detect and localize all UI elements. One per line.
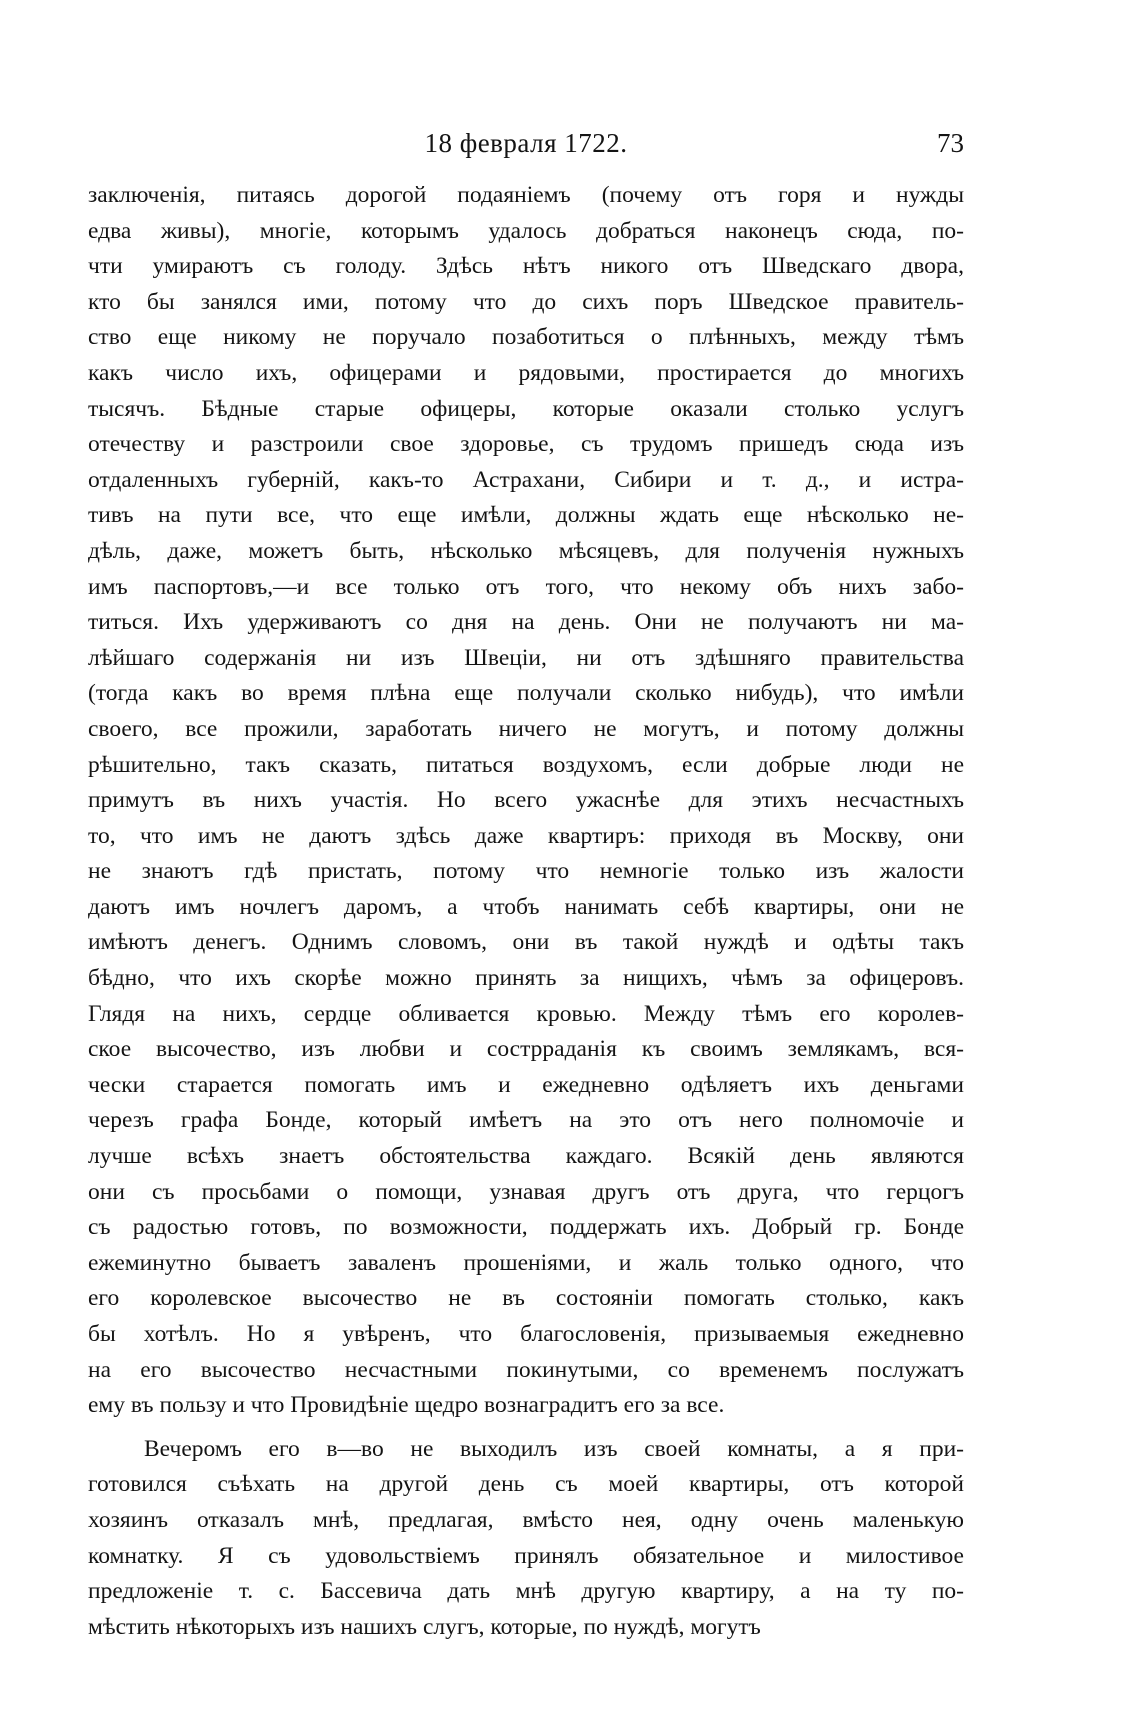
text-line: кто бы занялся ими, потому что до сихъ поръ Шведское правитель- [88, 288, 964, 315]
text-line: едва живы), многіе, которымъ удалось добраться наконецъ сюда, по- [88, 217, 964, 244]
text-line: имъ паспортовъ,—и все только отъ того, что некому объ нихъ забо- [88, 573, 964, 600]
text-line: бѣдно, что ихъ скорѣе можно принять за нищихъ, чѣмъ за офицеровъ. [88, 965, 964, 992]
text-line: лѣйшаго содержанія ни изъ Швеціи, ни отъ здѣшняго правительства [88, 644, 964, 671]
text-line: предложеніе т. с. Бассевича дать мнѣ другую квартиру, а на ту по- [88, 1578, 964, 1605]
text-line: хозяинъ отказалъ мнѣ, предлагая, вмѣсто нея, одну очень маленькую [88, 1506, 964, 1533]
text-line: съ радостью готовъ, по возможности, поддержать ихъ. Добрый гр. Бонде [88, 1214, 964, 1241]
text-line: ему въ пользу и что Провидѣніе щедро вознаградитъ его за все. [88, 1392, 725, 1419]
paragraph-1 [88, 178, 964, 1424]
text-line: (тогда какъ во время плѣна еще получали сколько нибудь), что имѣли [88, 680, 964, 707]
text-line: они съ просьбами о помощи, узнавая другъ отъ друга, что герцогъ [88, 1178, 964, 1205]
text-line: имѣютъ денегъ. Однимъ словомъ, они въ такой нуждѣ и одѣты такъ [88, 929, 964, 956]
text-line: Глядя на нихъ, сердце обливается кровью. Между тѣмъ его королев- [88, 1000, 964, 1027]
text-line: его королевское высочество не въ состояніи помогать столько, какъ [88, 1285, 964, 1312]
text-line: лучше всѣхъ знаетъ обстоятельства каждаго. Всякій день являются [88, 1143, 964, 1170]
text-line: не знаютъ гдѣ пристать, потому что немногіе только изъ жалости [88, 858, 964, 885]
text-line: какъ число ихъ, офицерами и рядовыми, простирается до многихъ [88, 359, 964, 386]
text-line: дѣль, даже, можетъ быть, нѣсколько мѣсяцевъ, для полученія нужныхъ [88, 537, 964, 564]
text-line: своего, все прожили, заработать ничего не могутъ, и потому должны [88, 715, 964, 742]
body-text [88, 178, 964, 1645]
text-line: ежеминутно бываетъ заваленъ прошеніями, и жаль только одного, что [88, 1249, 964, 1276]
text-line: отдаленныхъ губерній, какъ-то Астрахани, Сибири и т. д., и истра- [88, 466, 964, 493]
text-line: отечеству и разстроили свое здоровье, съ трудомъ пришедъ сюда изъ [88, 431, 964, 458]
text-line: бы хотѣлъ. Но я увѣренъ, что благословенія, призываемыя ежедневно [88, 1321, 964, 1347]
text-line: примутъ въ нихъ участія. Но всего ужаснѣе для этихъ несчастныхъ [88, 787, 964, 814]
page-number: 73 [937, 128, 964, 158]
running-title: 18 февраля 1722. [424, 128, 628, 158]
text-line: чески старается помогать имъ и ежедневно одѣляетъ ихъ деньгами [88, 1071, 964, 1098]
text-line: титься. Ихъ удерживаютъ со дня на день. Они не получаютъ ни ма- [88, 609, 964, 636]
text-line: ство еще никому не поручало позаботиться о плѣнныхъ, между тѣмъ [88, 324, 964, 351]
text-line: Вечеромъ его в—во не выходилъ изъ своей комнаты, а я при- [144, 1435, 964, 1462]
paragraph-2 [88, 1432, 964, 1646]
text-line: на его высочество несчастными покинутыми, со временемъ послужатъ [88, 1356, 964, 1383]
text-line: ское высочество, изъ любви и сострраданія къ своимъ землякамъ, вся- [88, 1036, 964, 1063]
text-line: мѣстить нѣкоторыхъ изъ нашихъ слугъ, которые, по нуждѣ, могутъ [88, 1613, 761, 1640]
text-line: тивъ на пути все, что еще имѣли, должны ждать еще нѣсколько не- [88, 502, 964, 529]
text-line: даютъ имъ ночлегъ даромъ, а чтобъ нанимать себѣ квартиры, они не [88, 893, 964, 920]
text-line: чти умираютъ съ голоду. Здѣсь нѣтъ никого отъ Шведскаго двора, [88, 253, 964, 280]
text-line: комнатку. Я съ удовольствіемъ принялъ обязательное и милостивое [88, 1542, 964, 1569]
text-line: рѣшительно, такъ сказать, питаться воздухомъ, если добрые люди не [88, 751, 964, 778]
text-line: черезъ графа Бонде, который имѣетъ на это отъ него полномочіе и [88, 1107, 964, 1134]
text-line: заключенія, питаясь дорогой подаяніемъ (почему отъ горя и нужды [88, 182, 964, 208]
text-line: готовился съѣхать на другой день съ моей квартиры, отъ которой [88, 1471, 964, 1498]
running-head [88, 128, 964, 168]
text-line: тысячъ. Бѣдные старые офицеры, которые оказали столько услугъ [88, 395, 964, 422]
text-line: то, что имъ не даютъ здѣсь даже квартиръ: приходя въ Москву, они [88, 822, 964, 849]
